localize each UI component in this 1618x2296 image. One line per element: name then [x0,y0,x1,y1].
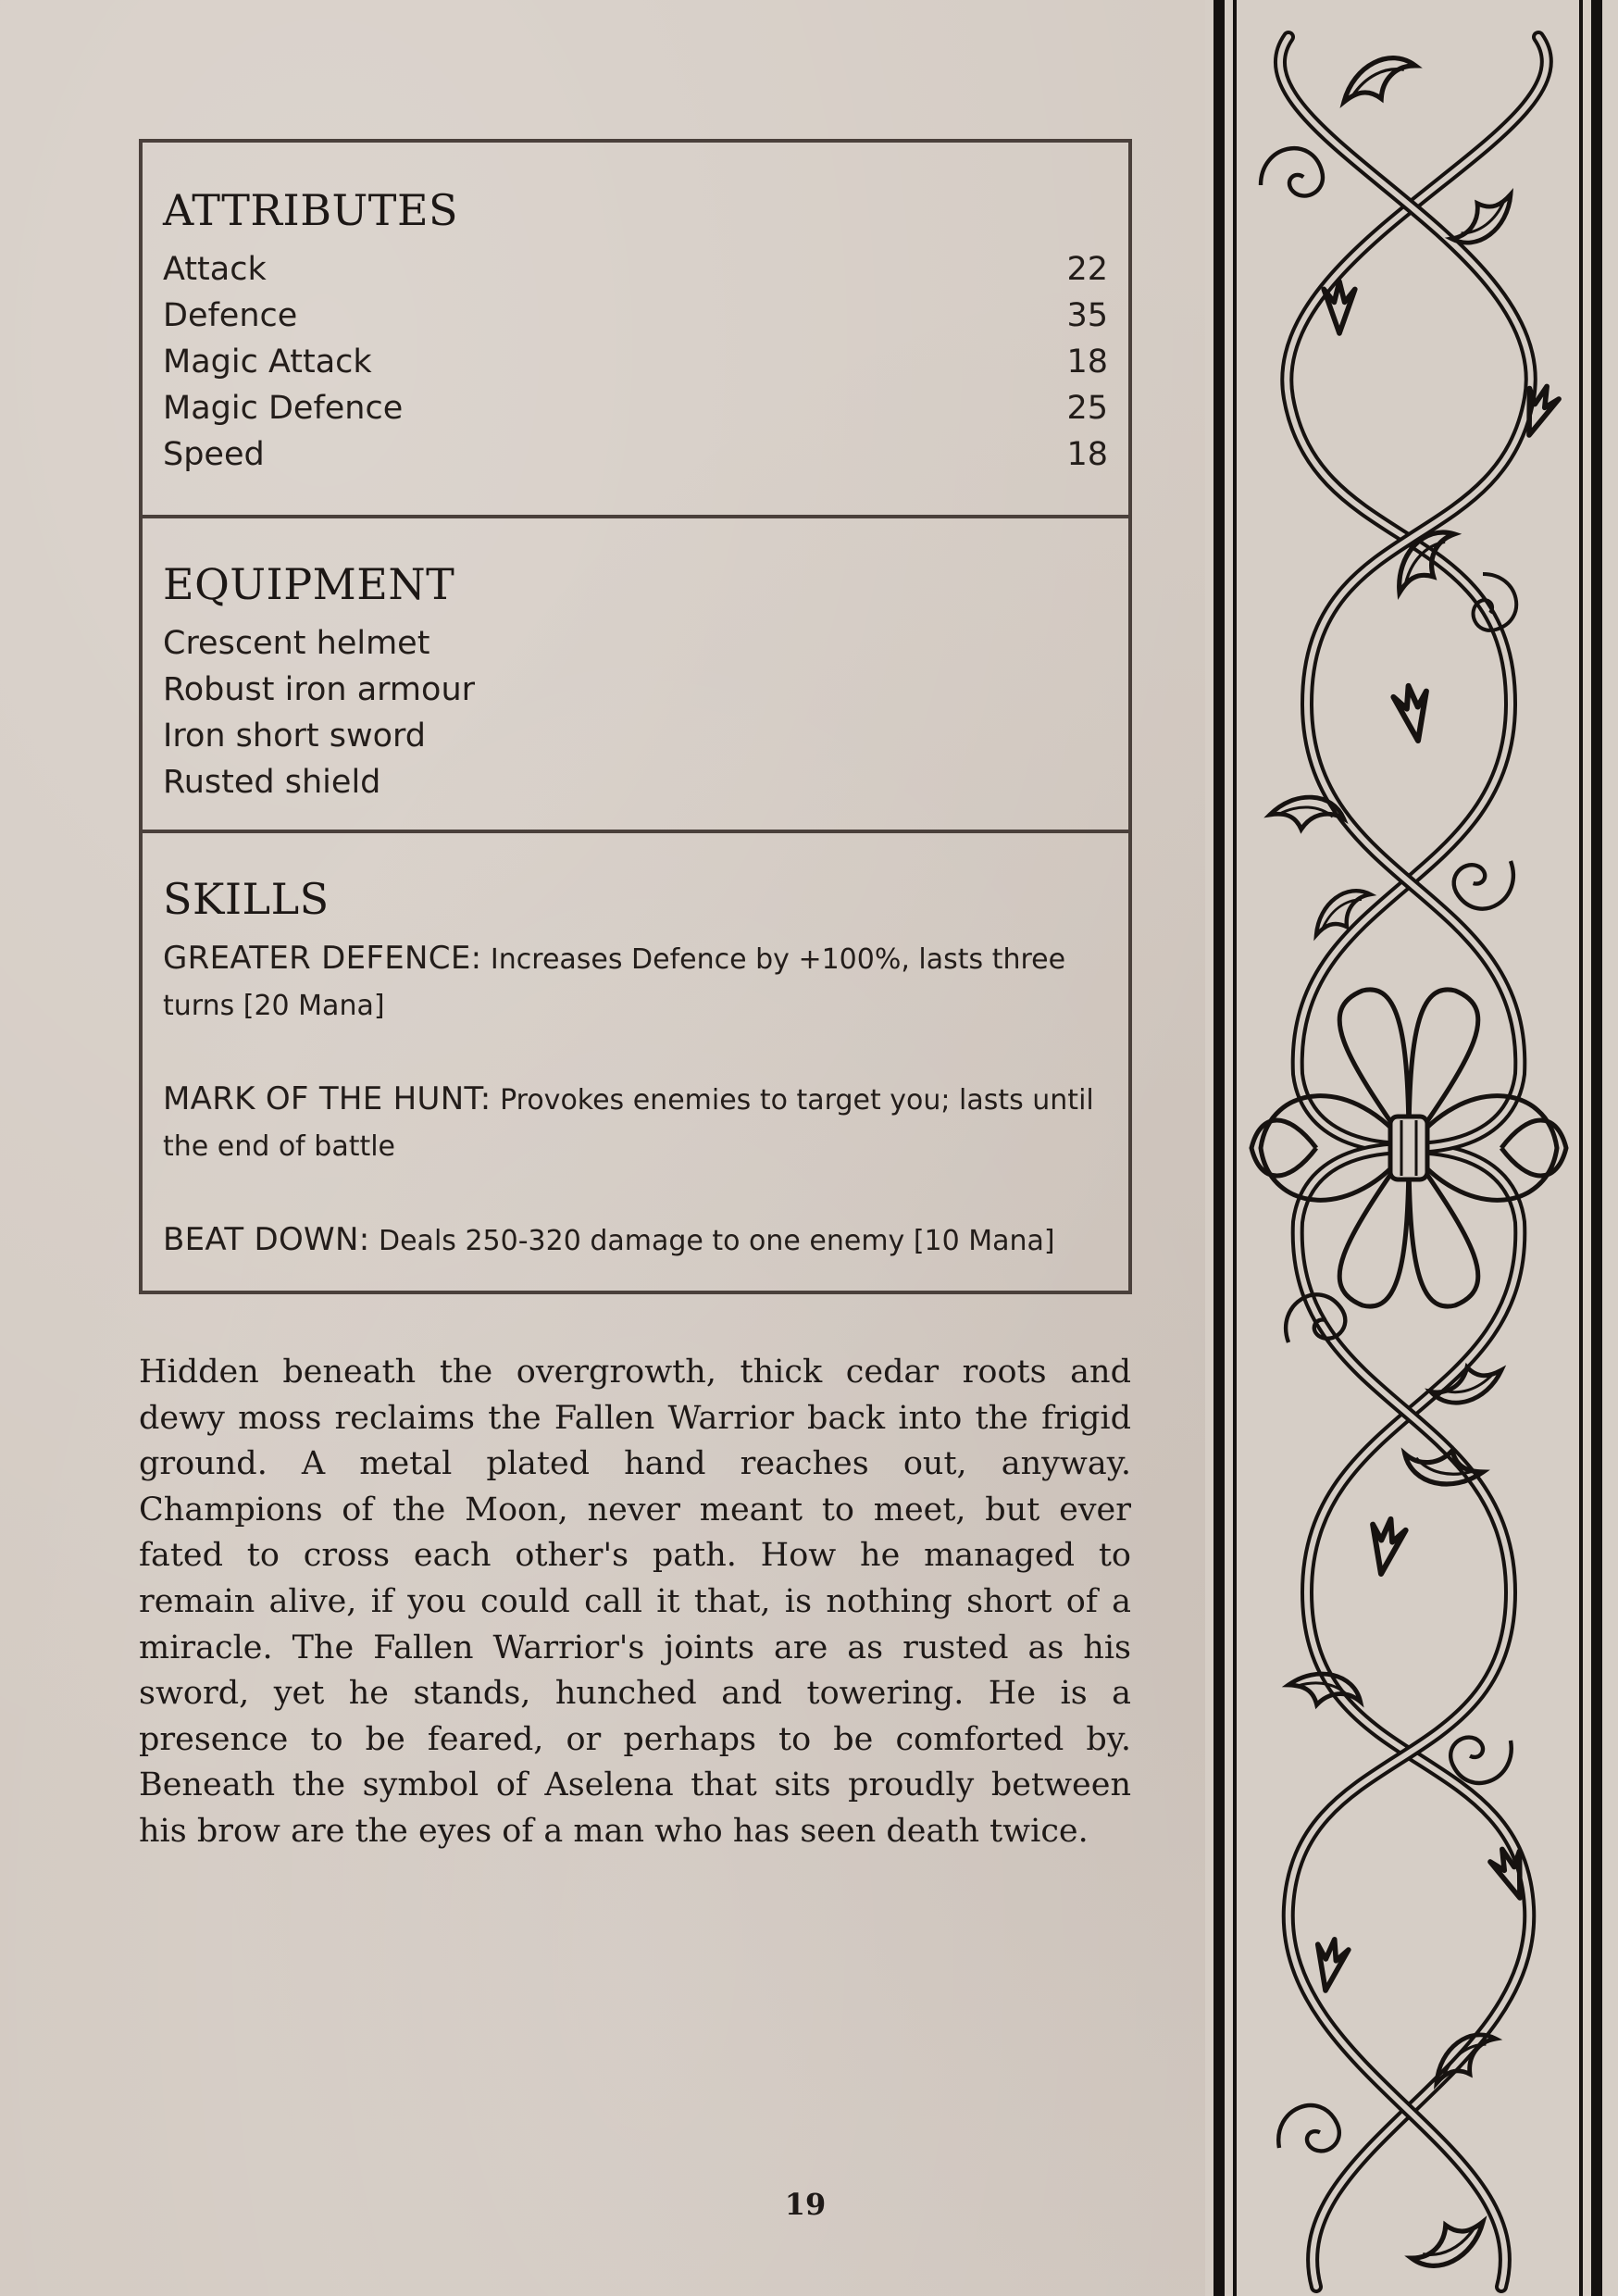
attribute-row [163,293,1108,339]
skill-entry [163,1217,1108,1265]
attributes-section [143,143,1128,518]
equipment-item-label: Rusted shield [163,764,381,801]
equipment-item [163,620,1108,667]
attribute-label: Magic Attack [163,343,372,381]
attribute-row [163,246,1108,293]
equipment-item-label: Iron short sword [163,718,426,755]
equipment-list [163,620,1108,805]
equipment-section [143,518,1128,833]
attribute-label: Speed [163,436,265,473]
equipment-item [163,713,1108,759]
attribute-value: 35 [1066,297,1108,334]
attribute-label: Defence [163,297,298,334]
skills-section [143,833,1128,1291]
attributes-title: ATTRIBUTES [163,185,459,235]
attribute-row [163,431,1108,478]
skill-description: Increases Defence by +100%, lasts three turns [20 Mana] [163,943,1066,1022]
page-number: 19 [784,2187,827,2222]
attributes-list [163,246,1108,478]
skill-name: MARK OF THE HUNT: [163,1080,492,1117]
equipment-item [163,759,1108,805]
skills-title: SKILLS [163,874,330,924]
skill-entry [163,1076,1108,1170]
skill-name: BEAT DOWN: [163,1221,370,1258]
skill-name: GREATER DEFENCE: [163,940,482,977]
stat-box [139,139,1132,1294]
skill-entry [163,935,1108,1029]
attribute-row [163,385,1108,431]
floral-vine-border-icon [1205,0,1618,2296]
attribute-row [163,339,1108,385]
equipment-item-label: Crescent helmet [163,625,430,662]
attribute-value: 18 [1066,436,1108,473]
skill-description: Provokes enemies to target you; lasts until the end of battle [163,1084,1094,1163]
equipment-item [163,667,1108,713]
attribute-label: Magic Defence [163,390,404,427]
equipment-item-label: Robust iron armour [163,671,476,708]
lore-paragraph: Hidden beneath the overgrowth, thick cedar roots and dewy moss reclaims the Fallen Warrior back into the frigid ground. A metal plated hand reaches out, anyway. Champions of the Moon, never meant to meet, but ever fated to cross each other's path. How he managed to remain alive, if you could call it that, is nothing short of a miracle. The Fallen Warrior's joints are as rusted as his sword, yet he stands, hunched and towering. He is a presence to be feared, or perhaps to be comforted by. Beneath the symbol of Aselena that sits proudly between his brow are the eyes of a man who has seen death twice. [139,1354,1131,1850]
attribute-value: 25 [1066,390,1108,427]
attribute-value: 18 [1066,343,1108,381]
equipment-title: EQUIPMENT [163,559,455,609]
skills-list [163,935,1108,1265]
skill-description: Deals 250-320 damage to one enemy [10 Mana] [379,1225,1055,1257]
attribute-value: 22 [1066,251,1108,288]
attribute-label: Attack [163,251,267,288]
